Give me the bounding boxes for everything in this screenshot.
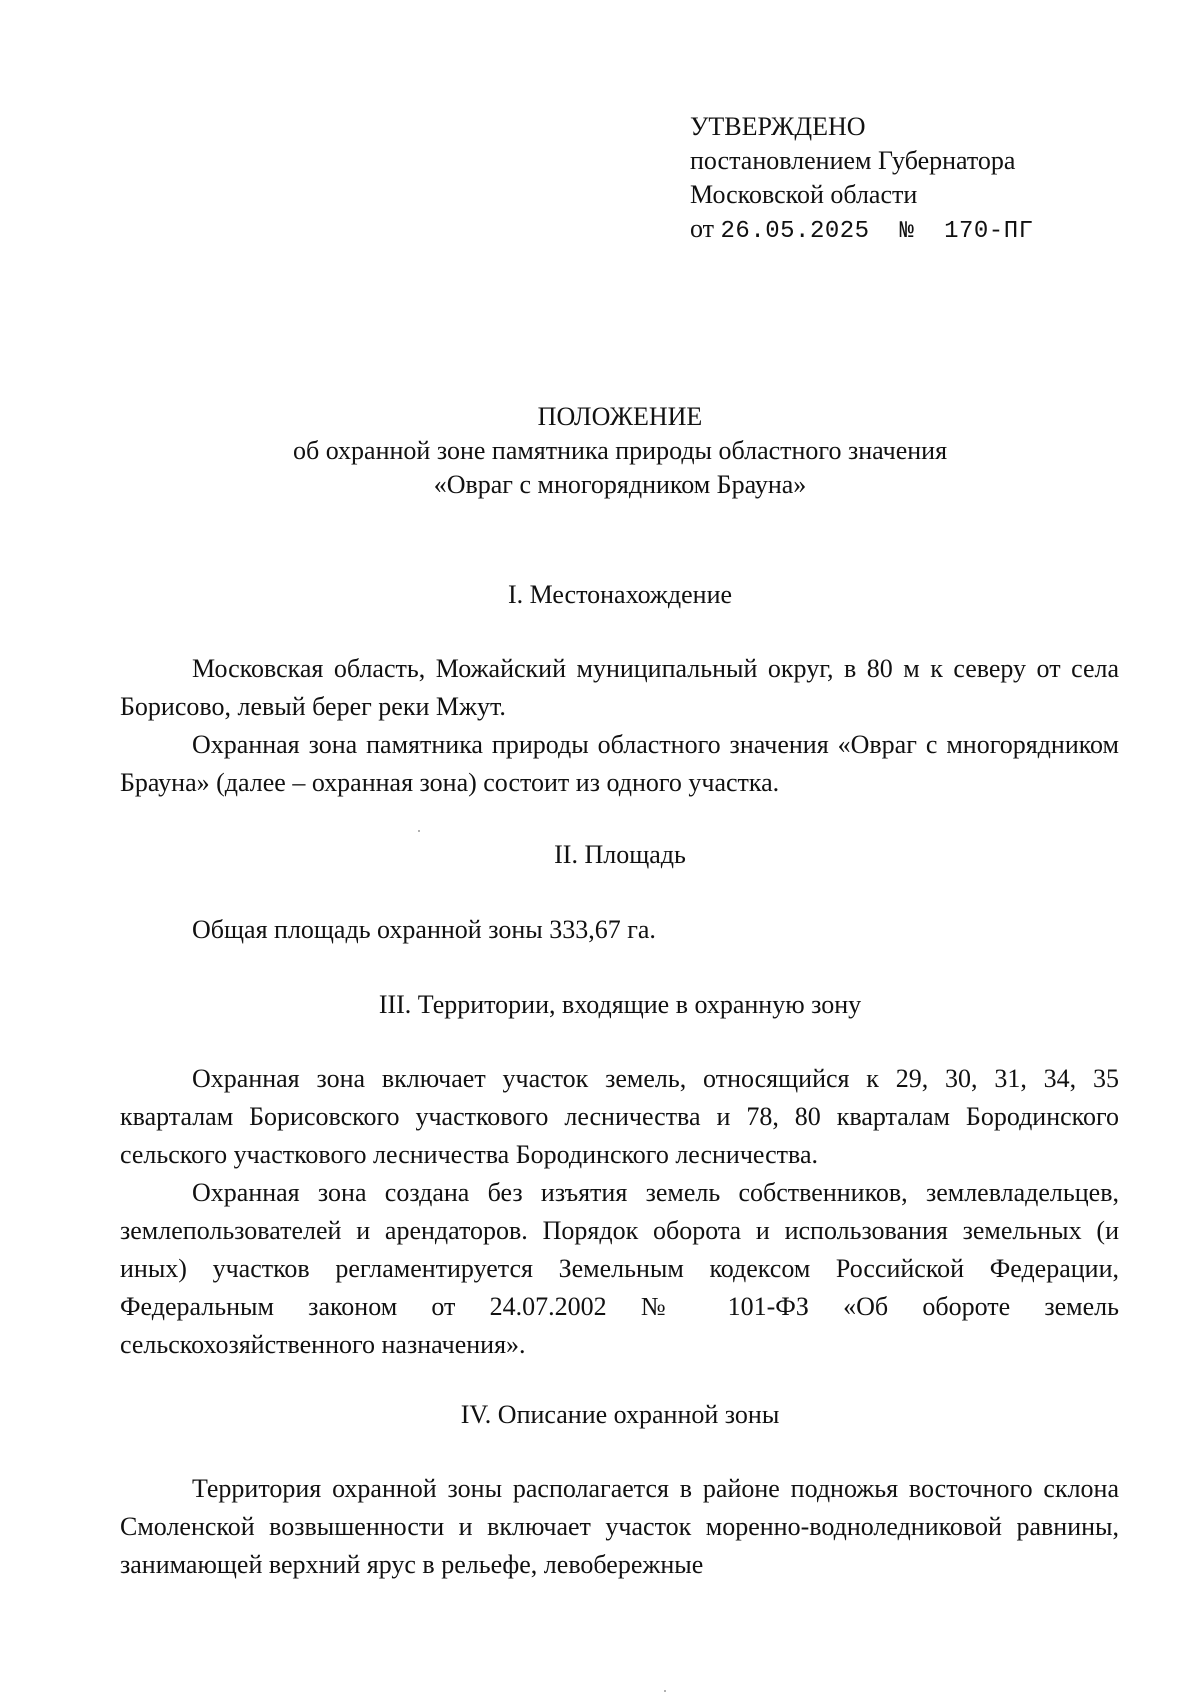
section-3-paragraph-2: Охранная зона создана без изъятия земель собственников, землевладельцев, землепользователей и арендаторов. Порядок оборота и использования земельных (и иных) участков регламентируется Земельным кодексом Российской Федерации, Федеральным законом от 24.07.2002 № 101-ФЗ «Об обороте земель сельскохозяйственного назначения».	[120, 1178, 1119, 1359]
scan-speck	[664, 1690, 666, 1692]
section-3-heading: III. Территории, входящие в охранную зону	[378, 990, 862, 1019]
approval-heading: УТВЕРЖДЕНО	[690, 112, 866, 141]
section-3-paragraph-1: Охранная зона включает участок земель, относящийся к 29, 30, 31, 34, 35 кварталам Борисовского участкового лесничества и 78, 80 кварталам Бородинского сельского участкового лесничества Бородинского лесничества.	[120, 1064, 1119, 1169]
title-line-2: об охранной зоне памятника природы областного значения	[292, 436, 948, 465]
section-4-paragraph-1: Территория охранной зоны располагается в районе подножья восточного склона Смоленской возвышенности и включает участок моренно-водноледниковой равнины, занимающей верхний ярус в рельефе, левобережные	[120, 1474, 1119, 1579]
section-1-paragraph-2: Охранная зона памятника природы областного значения «Овраг с многорядником Брауна» (далее – охранная зона) состоит из одного участка.	[120, 730, 1119, 797]
section-1-paragraph-1: Московская область, Можайский муниципальный округ, в 80 м к северу от села Борисово, левый берег реки Мжут.	[120, 654, 1119, 721]
title-line-3: «Овраг с многорядником Брауна»	[433, 470, 807, 499]
section-4-heading: IV. Описание охранной зоны	[460, 1400, 780, 1429]
approval-date: 26.05.2025	[720, 218, 870, 245]
approval-stamp-block	[690, 110, 1034, 249]
title-line-1: ПОЛОЖЕНИЕ	[537, 402, 703, 431]
section-2-paragraph-1: Общая площадь охранной зоны 333,67 га.	[192, 915, 656, 944]
approval-number-sign: №	[899, 218, 915, 245]
approval-date-line	[690, 212, 1034, 249]
approval-region-line: Московской области	[690, 180, 918, 209]
document-title	[0, 400, 1200, 502]
approval-date-prefix: от	[690, 214, 715, 243]
section-1-heading: I. Местонахождение	[507, 580, 733, 609]
approval-decree-line: постановлением Губернатора	[690, 146, 1016, 175]
approval-number: 170-ПГ	[944, 218, 1034, 245]
section-2-heading: II. Площадь	[554, 840, 686, 869]
scan-speck	[418, 830, 420, 832]
